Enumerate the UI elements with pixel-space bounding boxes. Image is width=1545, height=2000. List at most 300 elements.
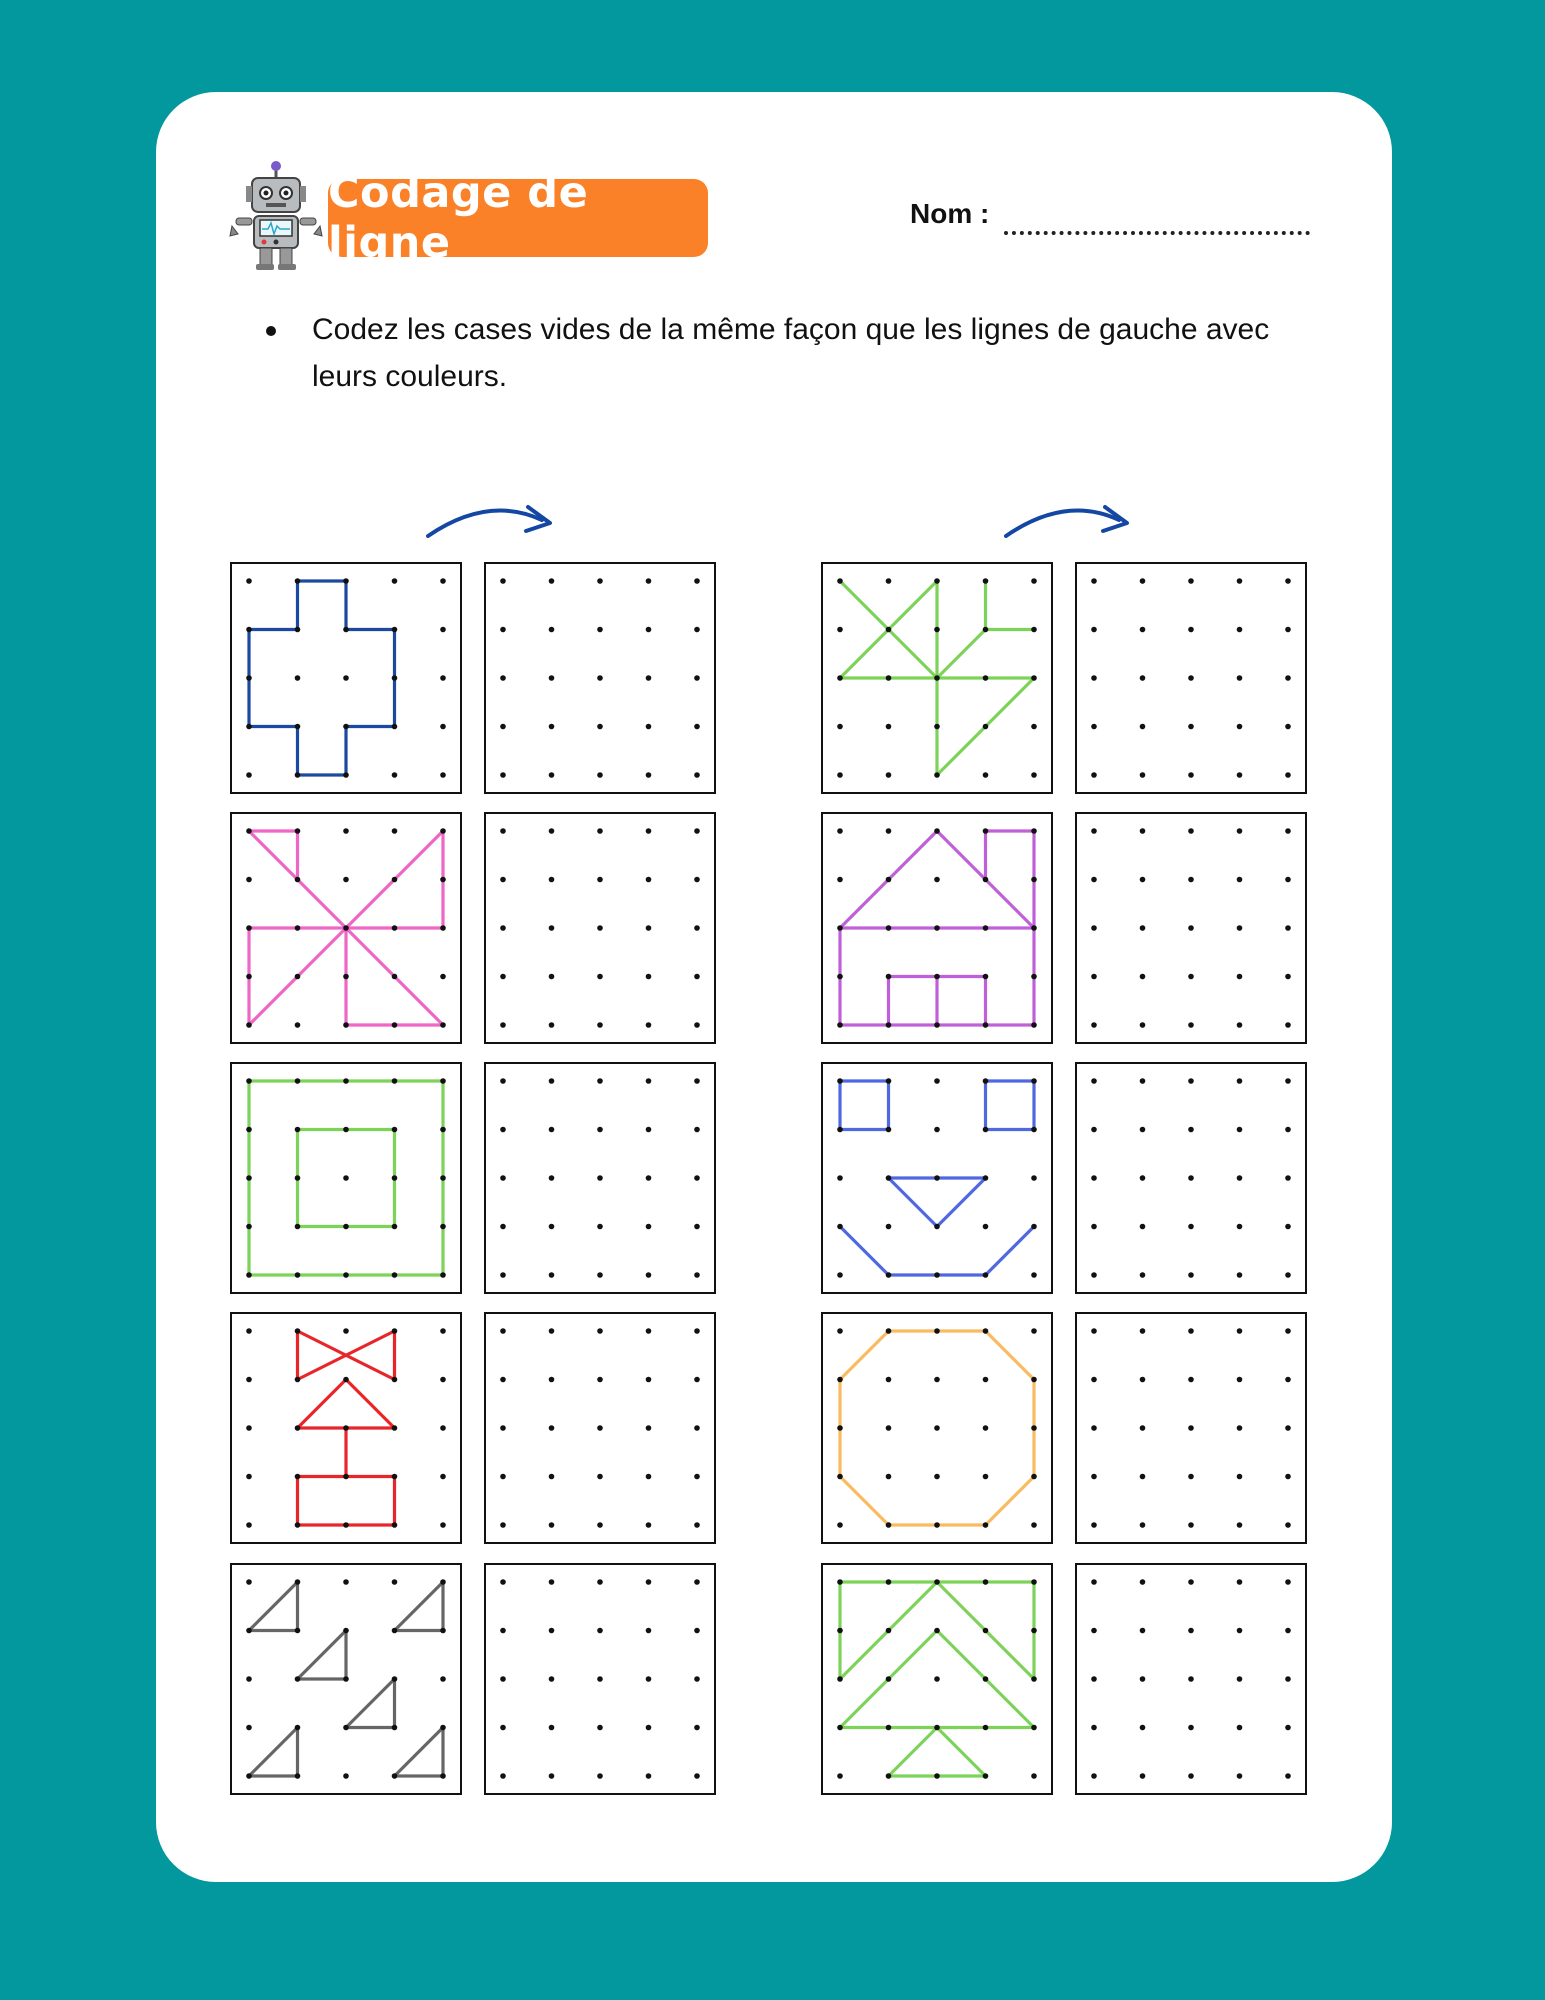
grid-dot <box>1091 1224 1097 1230</box>
grid-dot <box>1031 1474 1037 1480</box>
grid-dot <box>694 1078 700 1084</box>
grid-dot <box>500 1474 506 1480</box>
grid-dot <box>440 675 446 681</box>
grid-dot <box>1140 578 1146 584</box>
grid-dot <box>500 1328 506 1334</box>
grid-dot <box>1188 1425 1194 1431</box>
grid-dot <box>837 1725 843 1731</box>
grid-dot <box>886 1522 892 1528</box>
grid-dot <box>934 1773 940 1779</box>
grid-dot <box>1140 627 1146 633</box>
grid-dot <box>1237 1474 1243 1480</box>
grid-dot <box>295 1127 301 1133</box>
grid-dot <box>549 724 555 730</box>
grid-dot <box>246 724 252 730</box>
grid-dot <box>886 1676 892 1682</box>
grid-dot <box>1188 1628 1194 1634</box>
grid-dot <box>1031 627 1037 633</box>
empty-grid-squares[interactable] <box>485 1063 715 1293</box>
grid-dot <box>246 1022 252 1028</box>
grid-dot <box>500 974 506 980</box>
grid-dot <box>934 1628 940 1634</box>
grid-dot <box>500 578 506 584</box>
grid-dot <box>549 1078 555 1084</box>
empty-grid-abstract[interactable] <box>1076 563 1306 793</box>
grid-dot <box>549 1522 555 1528</box>
grid-dot <box>983 724 989 730</box>
grid-dot <box>500 675 506 681</box>
grid-dot <box>983 974 989 980</box>
grid-dot <box>1091 772 1097 778</box>
grid-dot <box>295 1725 301 1731</box>
grid-dot <box>440 1425 446 1431</box>
grid-dot <box>549 1175 555 1181</box>
grid-dot <box>392 627 398 633</box>
grid-dot <box>295 974 301 980</box>
grid-dot <box>934 724 940 730</box>
grid-dot <box>1140 1676 1146 1682</box>
grid-dot <box>246 1676 252 1682</box>
grid-dot <box>597 1224 603 1230</box>
grid-dot <box>392 1078 398 1084</box>
grid-dot <box>694 772 700 778</box>
grid-dot <box>392 1377 398 1383</box>
grid-dot <box>1091 828 1097 834</box>
grid-dot <box>597 724 603 730</box>
grid-dot <box>1237 1272 1243 1278</box>
grid-dot <box>246 627 252 633</box>
grid-dot <box>295 1474 301 1480</box>
grid-dot <box>440 1022 446 1028</box>
grid-dot <box>983 1022 989 1028</box>
grid-dot <box>1237 974 1243 980</box>
grid-dot <box>343 675 349 681</box>
model-grid-pinwheel <box>231 813 461 1043</box>
grid-dot <box>392 828 398 834</box>
grid-dot <box>1237 578 1243 584</box>
grid-dot <box>500 925 506 931</box>
grid-dot <box>983 627 989 633</box>
grid-dot <box>295 675 301 681</box>
grid-dot <box>837 1175 843 1181</box>
grid-dot <box>934 772 940 778</box>
grid-dot <box>983 1474 989 1480</box>
grid-dot <box>1140 1224 1146 1230</box>
grid-dot <box>392 1579 398 1585</box>
grid-dot <box>886 925 892 931</box>
grid-dot <box>1188 724 1194 730</box>
empty-grid-figure[interactable] <box>485 1313 715 1543</box>
grid-dot <box>1285 1022 1291 1028</box>
grid-dot <box>392 1224 398 1230</box>
grid-dot <box>694 724 700 730</box>
grid-dot <box>597 1628 603 1634</box>
grid-dot <box>983 1725 989 1731</box>
grid-dot <box>392 1522 398 1528</box>
grid-dot <box>246 1725 252 1731</box>
grid-dot <box>246 1175 252 1181</box>
grid-dot <box>886 675 892 681</box>
grid-dot <box>295 1676 301 1682</box>
grid-dot <box>1285 828 1291 834</box>
grid-dot <box>934 675 940 681</box>
grid-dot <box>1031 1272 1037 1278</box>
grid-dot <box>295 724 301 730</box>
grid-dot <box>246 1474 252 1480</box>
grid-dot <box>343 578 349 584</box>
grid-dot <box>886 772 892 778</box>
grid-dot <box>646 1377 652 1383</box>
grid-dot <box>1091 1272 1097 1278</box>
grid-dot <box>597 772 603 778</box>
grid-dot <box>983 1175 989 1181</box>
grid-dot <box>597 925 603 931</box>
grid-dot <box>392 1127 398 1133</box>
grid-dot <box>934 1022 940 1028</box>
grid-dot <box>837 1676 843 1682</box>
grid-dot <box>646 1725 652 1731</box>
grid-dot <box>1188 1175 1194 1181</box>
grid-dot <box>392 724 398 730</box>
grid-dot <box>886 1022 892 1028</box>
grid-dot <box>549 1377 555 1383</box>
empty-grid-pinwheel[interactable] <box>485 813 715 1043</box>
grid-dot <box>1031 1725 1037 1731</box>
grid-dot <box>646 828 652 834</box>
grid-dot <box>295 1328 301 1334</box>
grid-dot <box>1237 627 1243 633</box>
grid-dot <box>440 1224 446 1230</box>
grid-dot <box>1140 1272 1146 1278</box>
grid-dot <box>246 1773 252 1779</box>
grid-dot <box>934 578 940 584</box>
grid-dot <box>837 1377 843 1383</box>
grid-dot <box>1031 974 1037 980</box>
grid-dot <box>934 1127 940 1133</box>
grid-dot <box>549 1628 555 1634</box>
grid-dot <box>886 1425 892 1431</box>
grid-dot <box>549 627 555 633</box>
grid-dot <box>646 1676 652 1682</box>
grid-dot <box>694 1127 700 1133</box>
grid-dot <box>837 974 843 980</box>
grid-dot <box>295 877 301 883</box>
grid-dot <box>549 675 555 681</box>
grid-dot <box>392 1628 398 1634</box>
arrow-icon <box>1006 507 1127 536</box>
grid-dot <box>246 1522 252 1528</box>
empty-grid-triangles[interactable] <box>485 1564 715 1794</box>
model-grid-house <box>822 813 1052 1043</box>
grid-dot <box>886 1474 892 1480</box>
grid-dot <box>1091 925 1097 931</box>
grid-dot <box>983 1127 989 1133</box>
grid-dot <box>392 974 398 980</box>
grid-dot <box>646 1328 652 1334</box>
grid-dot <box>1237 675 1243 681</box>
grid-dot <box>837 877 843 883</box>
grid-dot <box>549 1022 555 1028</box>
grid-dot <box>1237 1078 1243 1084</box>
grid-dot <box>1140 1328 1146 1334</box>
grid-dot <box>295 1224 301 1230</box>
grid-dot <box>646 1078 652 1084</box>
grid-dot <box>597 1425 603 1431</box>
grid-dot <box>694 1328 700 1334</box>
grid-dot <box>1285 1425 1291 1431</box>
grid-dot <box>1091 1773 1097 1779</box>
grid-dot <box>694 675 700 681</box>
grid-dot <box>500 1377 506 1383</box>
grid-dot <box>1237 828 1243 834</box>
grid-dot <box>392 1272 398 1278</box>
grid-dot <box>934 974 940 980</box>
empty-grid-octagon[interactable] <box>1076 1313 1306 1543</box>
grid-dot <box>694 1022 700 1028</box>
grid-dot <box>886 1272 892 1278</box>
grid-dot <box>440 772 446 778</box>
grid-dot <box>1237 1127 1243 1133</box>
grid-dot <box>500 1725 506 1731</box>
grid-dot <box>1188 1224 1194 1230</box>
grid-dot <box>597 1522 603 1528</box>
grid-dot <box>343 1628 349 1634</box>
empty-grid-cross[interactable] <box>485 563 715 793</box>
grid-dot <box>246 828 252 834</box>
grid-dot <box>343 1328 349 1334</box>
grid-dot <box>1188 828 1194 834</box>
grid-dot <box>1031 1328 1037 1334</box>
grid-dot <box>1285 578 1291 584</box>
grid-dot <box>1188 1773 1194 1779</box>
grid-dot <box>500 1272 506 1278</box>
grid-dot <box>934 1474 940 1480</box>
grid-dot <box>295 828 301 834</box>
grid-dot <box>1188 974 1194 980</box>
grid-dot <box>500 828 506 834</box>
grid-dot <box>343 1773 349 1779</box>
grid-dot <box>343 1127 349 1133</box>
grid-dot <box>392 578 398 584</box>
grid-dot <box>343 627 349 633</box>
grid-dot <box>1091 974 1097 980</box>
grid-dot <box>440 1328 446 1334</box>
grid-dot <box>597 1377 603 1383</box>
grid-dot <box>295 1522 301 1528</box>
grid-dot <box>1285 675 1291 681</box>
grid-dot <box>1091 1474 1097 1480</box>
grid-dot <box>1237 724 1243 730</box>
empty-grid-chevrons[interactable] <box>1076 1564 1306 1794</box>
grid-dot <box>549 772 555 778</box>
grid-dot <box>1031 1377 1037 1383</box>
grid-dot <box>1285 1078 1291 1084</box>
grid-dot <box>837 1474 843 1480</box>
grid-dot <box>1237 877 1243 883</box>
grid-dot <box>1285 1725 1291 1731</box>
grid-dot <box>934 1224 940 1230</box>
grid-dot <box>694 1425 700 1431</box>
grid-dot <box>1237 772 1243 778</box>
grid-dot <box>934 1425 940 1431</box>
grid-dot <box>694 1175 700 1181</box>
grid-dot <box>646 627 652 633</box>
grid-dot <box>440 828 446 834</box>
grid-dot <box>1031 724 1037 730</box>
grid-dot <box>597 1272 603 1278</box>
grid-dot <box>343 1175 349 1181</box>
grid-dot <box>392 1676 398 1682</box>
grid-dot <box>1091 1579 1097 1585</box>
grid-dot <box>549 1579 555 1585</box>
grid-dot <box>1091 1425 1097 1431</box>
grid-dot <box>1031 877 1037 883</box>
grid-dot <box>1031 1022 1037 1028</box>
grid-dot <box>646 772 652 778</box>
grid-dot <box>837 925 843 931</box>
grid-dot <box>1091 1022 1097 1028</box>
grid-dot <box>886 724 892 730</box>
grid-dot <box>1285 974 1291 980</box>
grid-dot <box>1285 1474 1291 1480</box>
grid-dot <box>597 675 603 681</box>
grid-dot <box>1188 1127 1194 1133</box>
grid-dot <box>549 1725 555 1731</box>
grid-dot <box>295 1377 301 1383</box>
grid-dot <box>1188 772 1194 778</box>
grid-dot <box>1237 1175 1243 1181</box>
grid-dot <box>500 1522 506 1528</box>
grid-dot <box>246 1328 252 1334</box>
grid-dot <box>983 578 989 584</box>
grid-dot <box>440 1377 446 1383</box>
grid-dot <box>1140 724 1146 730</box>
grid-dot <box>886 1773 892 1779</box>
grid-dot <box>597 1175 603 1181</box>
grid-dot <box>1091 1377 1097 1383</box>
grid-dot <box>646 1272 652 1278</box>
grid-dot <box>1188 1579 1194 1585</box>
grid-dot <box>1237 1773 1243 1779</box>
grid-dot <box>246 925 252 931</box>
grid-dot <box>1237 1328 1243 1334</box>
grid-dot <box>295 772 301 778</box>
grid-dot <box>1091 1628 1097 1634</box>
grid-dot <box>1237 1377 1243 1383</box>
grid-dot <box>934 1377 940 1383</box>
grid-dot <box>549 974 555 980</box>
grid-dot <box>1237 1425 1243 1431</box>
grid-dot <box>837 772 843 778</box>
grid-dot <box>934 877 940 883</box>
grid-dot <box>440 1725 446 1731</box>
grid-dot <box>500 1628 506 1634</box>
grid-dot <box>983 1676 989 1682</box>
grid-dot <box>646 1127 652 1133</box>
grid-dot <box>646 974 652 980</box>
grid-dot <box>1031 1773 1037 1779</box>
grid-dot <box>646 1628 652 1634</box>
grid-dot <box>886 1078 892 1084</box>
grid-dot <box>934 1175 940 1181</box>
grid-dot <box>597 1773 603 1779</box>
grid-dot <box>597 1022 603 1028</box>
grid-dot <box>694 1773 700 1779</box>
grid-dot <box>886 1725 892 1731</box>
model-grid-cross <box>231 563 461 793</box>
grid-dot <box>837 1522 843 1528</box>
grid-dot <box>1285 877 1291 883</box>
grid-dot <box>246 675 252 681</box>
grid-dot <box>1140 1425 1146 1431</box>
grid-dot <box>1031 1676 1037 1682</box>
grid-dot <box>1285 1522 1291 1528</box>
grid-dot <box>549 1127 555 1133</box>
empty-grid-house[interactable] <box>1076 813 1306 1043</box>
grid-dot <box>343 1078 349 1084</box>
grid-dot <box>246 1425 252 1431</box>
grid-dot <box>1285 1628 1291 1634</box>
grid-dot <box>646 578 652 584</box>
empty-grid-face[interactable] <box>1076 1063 1306 1293</box>
grid-dot <box>1140 877 1146 883</box>
grid-dot <box>1140 1579 1146 1585</box>
grid-dot <box>392 1328 398 1334</box>
grid-dot <box>1237 1522 1243 1528</box>
model-grid-triangles <box>231 1564 461 1794</box>
grid-dot <box>1031 1175 1037 1181</box>
grid-dot <box>646 1425 652 1431</box>
grid-dot <box>837 1328 843 1334</box>
grid-dot <box>837 1773 843 1779</box>
grid-dot <box>1031 1425 1037 1431</box>
grid-dot <box>1237 925 1243 931</box>
grid-dot <box>837 627 843 633</box>
grid-dot <box>886 877 892 883</box>
grid-dot <box>983 1377 989 1383</box>
grid-dot <box>1140 1522 1146 1528</box>
grid-dot <box>440 1078 446 1084</box>
grid-dot <box>440 578 446 584</box>
grid-dot <box>886 627 892 633</box>
grid-dot <box>837 1579 843 1585</box>
grid-dot <box>597 1078 603 1084</box>
grid-dot <box>983 1425 989 1431</box>
grid-dot <box>246 877 252 883</box>
grid-dot <box>500 724 506 730</box>
name-label: Nom : <box>910 198 990 229</box>
grid-dot <box>1237 1224 1243 1230</box>
model-grid-squares <box>231 1063 461 1293</box>
grid-dot <box>694 828 700 834</box>
grid-dot <box>295 1272 301 1278</box>
grid-dot <box>694 1272 700 1278</box>
grid-dot <box>1140 925 1146 931</box>
grid-dot <box>392 1474 398 1480</box>
grid-dot <box>1091 724 1097 730</box>
grid-dot <box>983 675 989 681</box>
grid-dot <box>246 1579 252 1585</box>
grid-dot <box>343 724 349 730</box>
grid-dot <box>549 1224 555 1230</box>
grid-dot <box>1188 1522 1194 1528</box>
grid-dot <box>1031 772 1037 778</box>
grid-dot <box>694 877 700 883</box>
grid-dot <box>1031 828 1037 834</box>
grid-dot <box>1285 1328 1291 1334</box>
grid-dot <box>440 627 446 633</box>
grid-dot <box>392 877 398 883</box>
